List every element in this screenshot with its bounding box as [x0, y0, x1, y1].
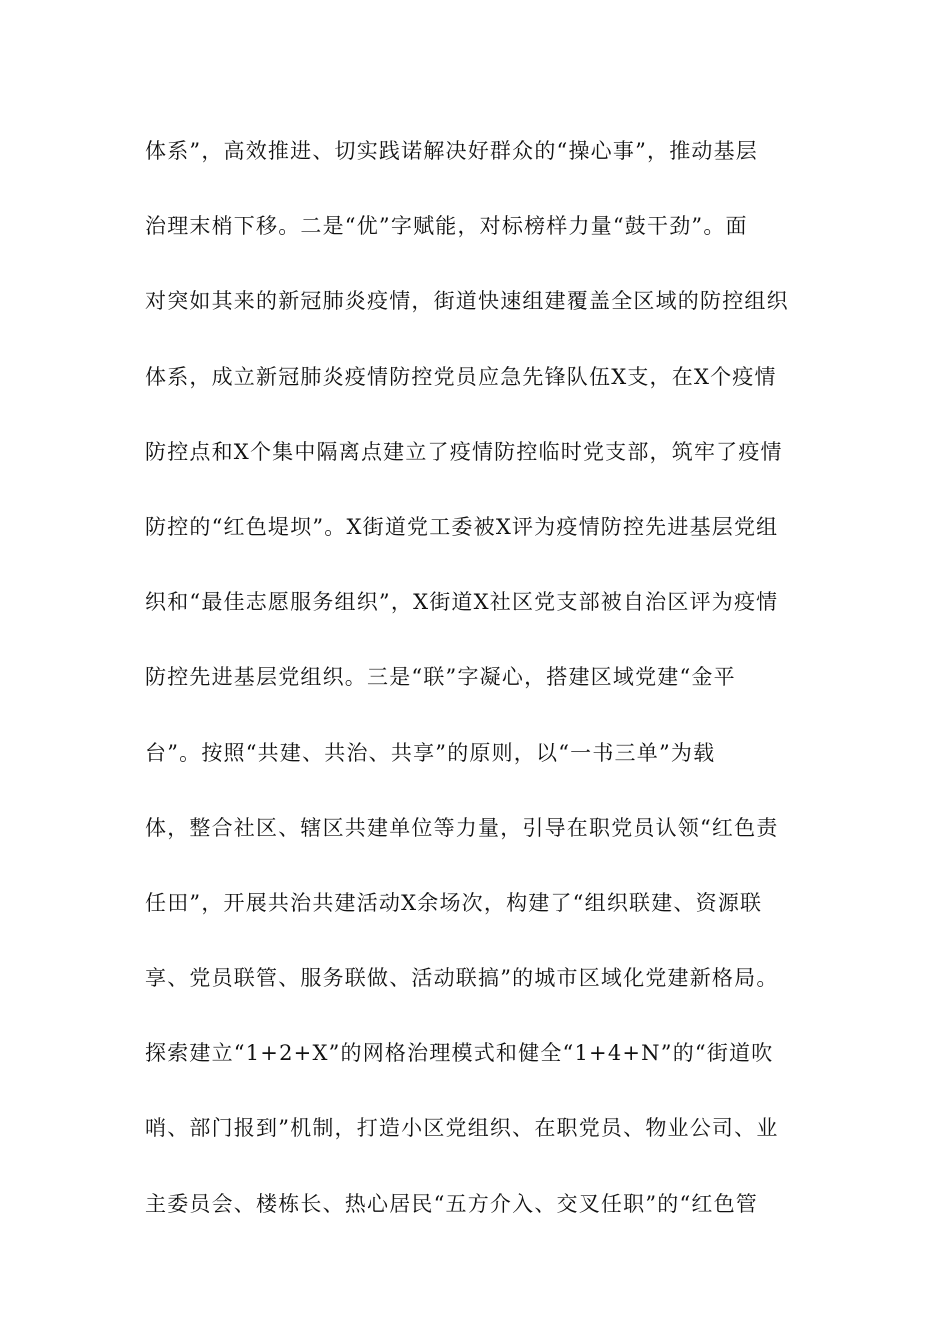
- body-text: [145, 128, 810, 1256]
- text-line-4: 体系，成立新冠肺炎疫情防控党员应急先锋队伍X支，在X个疫情: [145, 364, 777, 389]
- text-line-12: 享、党员联管、服务联做、活动联搞”的城市区域化党建新格局。: [145, 966, 779, 991]
- text-line-3: 对突如其来的新冠肺炎疫情，街道快速组建覆盖全区域的防控组织: [145, 289, 789, 314]
- text-line-10: 体，整合社区、辖区共建单位等力量，引导在职党员认领“红色责: [145, 815, 779, 840]
- text-line-14: 哨、部门报到”机制，打造小区党组织、在职党员、物业公司、业: [145, 1116, 779, 1141]
- text-line-11: 任田”，开展共治共建活动X余场次，构建了“组织联建、资源联: [145, 890, 763, 915]
- text-line-1: 体系”，高效推进、切实践诺解决好群众的“操心事”，推动基层: [145, 139, 759, 163]
- text-line-7: 织和“最佳志愿服务组织”，X街道X社区党支部被自治区评为疫情: [145, 590, 779, 615]
- text-line-9: 台”。按照“共建、共治、共享”的原则，以“一书三单”为载: [145, 740, 716, 765]
- text-line-13: 探索建立“1+2+X”的网格治理模式和健全“1+4+N”的“街道吹: [145, 1041, 774, 1066]
- text-line-2: 治理末梢下移。二是“优”字赋能，对标榜样力量“鼓干劲”。面: [145, 214, 748, 239]
- text-line-15: 主委员会、楼栋长、热心居民“五方介入、交叉任职”的“红色管: [145, 1191, 759, 1216]
- text-line-6: 防控的“红色堤坝”。X街道党工委被X评为疫情防控先进基层党组: [145, 514, 779, 539]
- text-line-8: 防控先进基层党组织。三是“联”字凝心，搭建区域党建“金平: [145, 665, 736, 690]
- text-line-5: 防控点和X个集中隔离点建立了疫情防控临时党支部，筑牢了疫情: [145, 439, 783, 464]
